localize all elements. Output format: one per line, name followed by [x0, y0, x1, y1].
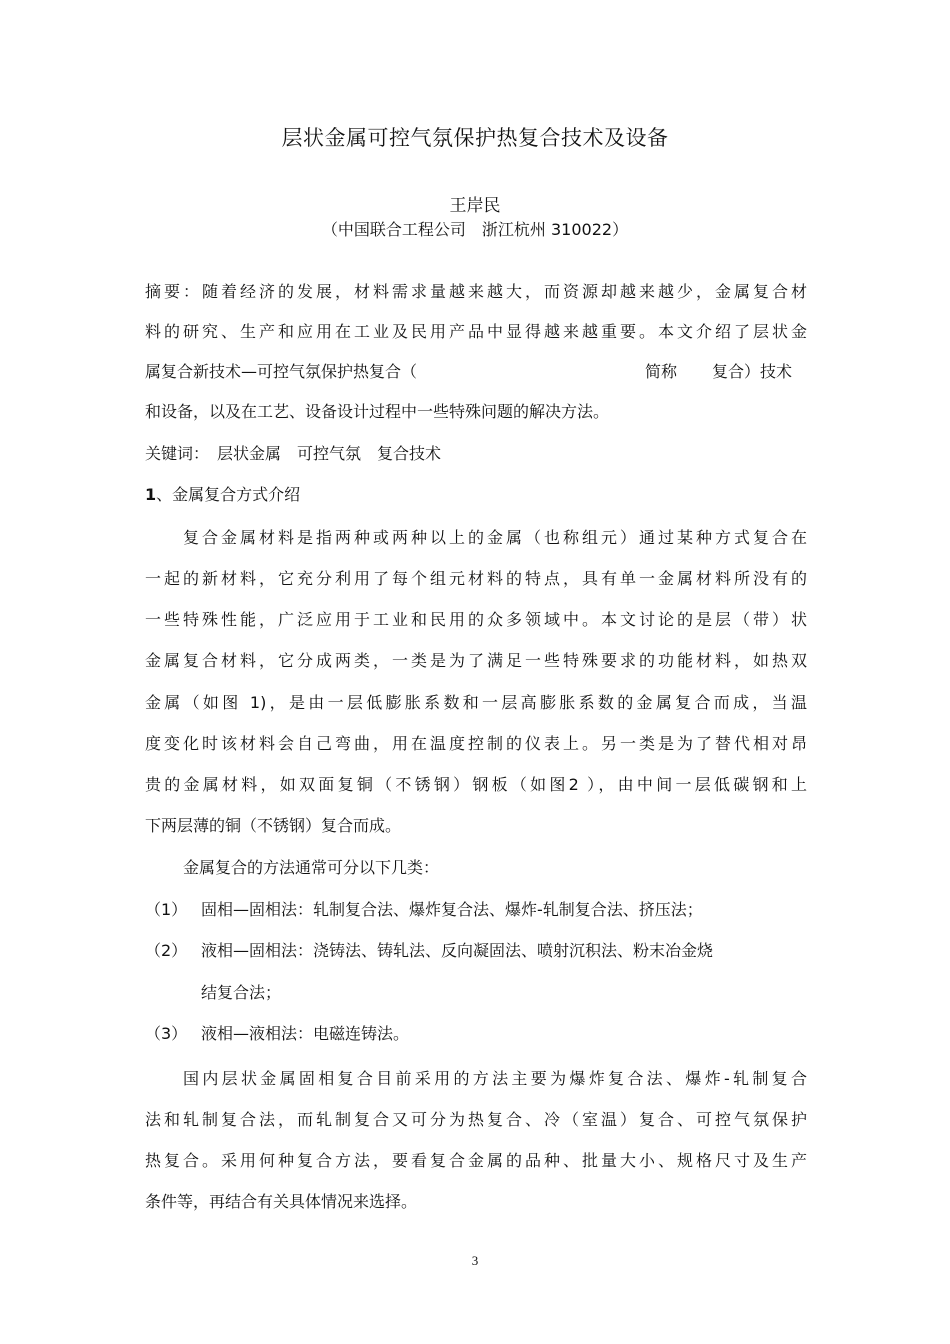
method-text: 液相—固相法：浇铸法、铸轧法、反向凝固法、喷射沉积法、粉末冶金烧 [201, 941, 714, 960]
paragraph-1-line: 贵的金属材料，如双面复铜（不锈钢）钢板（如图2 ），由中间一层低碳钢和上 [145, 775, 807, 794]
paragraph-2-line: 热复合。采用何种复合方法，要看复合金属的品种、批量大小、规格尺寸及生产 [145, 1151, 807, 1170]
method-item [145, 940, 807, 962]
abstract-line-3 [145, 361, 807, 383]
section-number: 1 [145, 485, 157, 504]
section-title: 、金属复合方式介绍 [156, 485, 301, 504]
paragraph-1-line: 度变化时该材料会自己弯曲，用在温度控制的仪表上。另一类是为了替代相对昂 [145, 734, 807, 753]
method-text: 液相—液相法：电磁连铸法。 [201, 1024, 410, 1043]
method-number: （3） [145, 1024, 188, 1043]
abstract-line-4: 和设备，以及在工艺、设备设计过程中一些特殊问题的解决方法。 [145, 402, 610, 421]
abstract-line-3-part-b: 简称 [645, 362, 678, 381]
abstract-line-3-part-a: 属复合新技术—可控气氛保护热复合（ [145, 362, 418, 381]
abstract-line-3-part-c: 复合）技术 [712, 362, 793, 381]
abstract-line-1: 摘要：随着经济的发展，材料需求量越来越大，而资源却越来越少，金属复合材 [145, 282, 807, 301]
paragraph-1-line: 一些特殊性能，广泛应用于工业和民用的众多领域中。本文讨论的是层（带）状 [145, 610, 807, 629]
section-heading-1 [145, 484, 807, 506]
method-text: 固相—固相法：轧制复合法、爆炸复合法、爆炸-轧制复合法、挤压法； [201, 900, 703, 919]
abstract-line-2: 料的研究、生产和应用在工业及民用产品中显得越来越重要。本文介绍了层状金 [145, 322, 807, 341]
author-affiliation: （中国联合工程公司 浙江杭州 310022） [321, 220, 629, 239]
author-name: 王岸民 [449, 196, 501, 216]
method-number: （2） [145, 941, 188, 960]
paragraph-1-line: 金属复合材料，它分成两类，一类是为了满足一些特殊要求的功能材料，如热双 [145, 651, 807, 670]
method-item-continuation: 结复合法； [201, 983, 282, 1002]
document-title: 层状金属可控气氛保护热复合技术及设备 [281, 126, 669, 150]
paragraph-1-line: 一起的新材料，它充分利用了每个组元材料的特点，具有单一金属材料所没有的 [145, 569, 807, 588]
paragraph-2-line: 条件等，再结合有关具体情况来选择。 [145, 1192, 418, 1211]
method-item [145, 899, 807, 921]
paragraph-1-line: 复合金属材料是指两种或两种以上的金属（也称组元）通过某种方式复合在 [183, 528, 807, 547]
method-item [145, 1023, 807, 1045]
methods-intro: 金属复合的方法通常可分以下几类： [183, 858, 440, 877]
page-number: 3 [471, 1253, 479, 1268]
method-number: （1） [145, 900, 188, 919]
paragraph-1-line: 金属（如图 1)，是由一层低膨胀系数和一层高膨胀系数的金属复合而成，当温 [145, 693, 807, 712]
paragraph-2-line: 法和轧制复合法，而轧制复合又可分为热复合、冷（室温）复合、可控气氛保护 [145, 1110, 807, 1129]
keywords: 关键词： 层状金属 可控气氛 复合技术 [145, 444, 442, 463]
paragraph-2-line: 国内层状金属固相复合目前采用的方法主要为爆炸复合法、爆炸-轧制复合 [183, 1069, 807, 1088]
paragraph-1-line: 下两层薄的铜（不锈钢）复合而成。 [145, 816, 402, 835]
